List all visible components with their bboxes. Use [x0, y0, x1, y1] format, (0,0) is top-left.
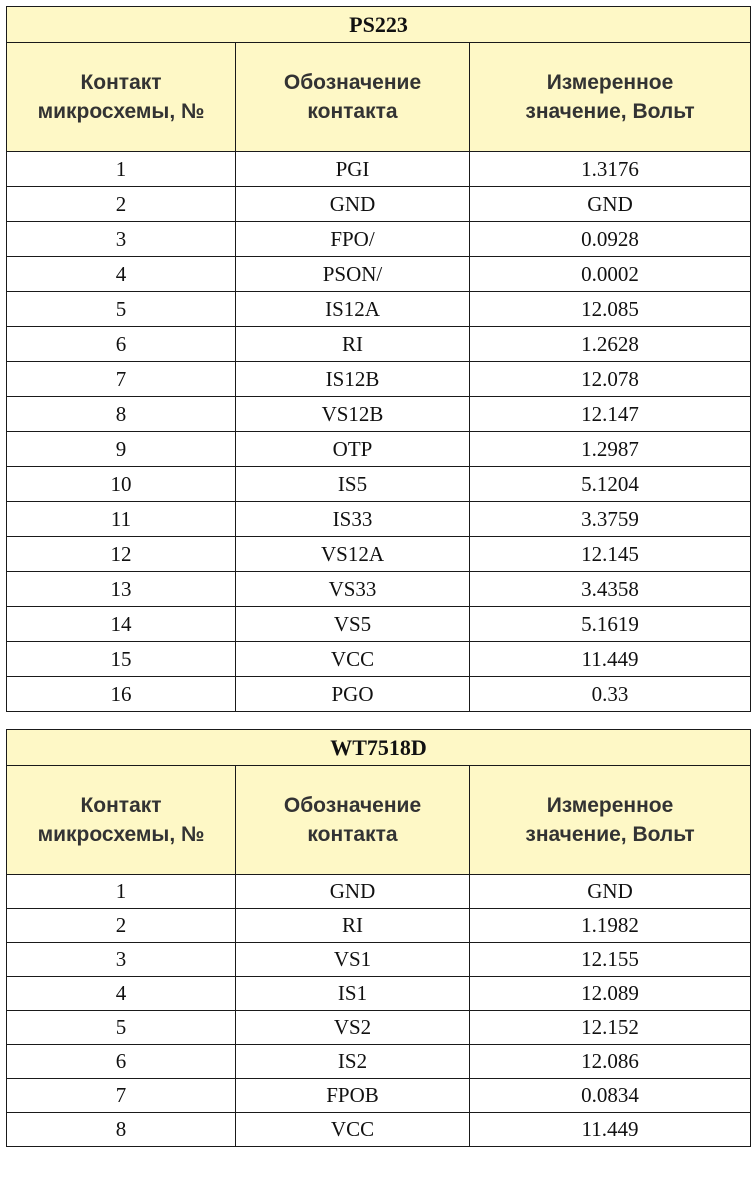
- table-title: PS223: [7, 7, 751, 43]
- cell-pin-name: GND: [236, 187, 470, 222]
- cell-measured-value: 1.2987: [470, 432, 751, 467]
- cell-pin-number: 10: [7, 467, 236, 502]
- cell-pin-number: 4: [7, 257, 236, 292]
- cell-measured-value: 3.3759: [470, 502, 751, 537]
- cell-pin-name: IS1: [236, 977, 470, 1011]
- cell-pin-number: 2: [7, 187, 236, 222]
- cell-pin-name: OTP: [236, 432, 470, 467]
- cell-pin-name: GND: [236, 875, 470, 909]
- cell-pin-name: VS12B: [236, 397, 470, 432]
- table-row: [7, 1079, 751, 1113]
- table-row: [7, 677, 751, 712]
- cell-pin-name: VS33: [236, 572, 470, 607]
- cell-pin-number: 1: [7, 875, 236, 909]
- cell-measured-value: 1.3176: [470, 152, 751, 187]
- cell-pin-name: PGO: [236, 677, 470, 712]
- table-row: [7, 1113, 751, 1147]
- cell-pin-number: 5: [7, 1011, 236, 1045]
- cell-pin-name: VS1: [236, 943, 470, 977]
- cell-pin-name: FPO/: [236, 222, 470, 257]
- cell-measured-value: 12.147: [470, 397, 751, 432]
- cell-pin-name: VS12A: [236, 537, 470, 572]
- table-row: [7, 875, 751, 909]
- cell-pin-number: 6: [7, 327, 236, 362]
- cell-pin-number: 4: [7, 977, 236, 1011]
- column-header-pin-name: Обозначение контакта: [236, 43, 470, 152]
- table-row: [7, 467, 751, 502]
- cell-pin-name: IS12B: [236, 362, 470, 397]
- table-row: [7, 292, 751, 327]
- cell-pin-number: 7: [7, 1079, 236, 1113]
- table-row: [7, 607, 751, 642]
- cell-pin-number: 6: [7, 1045, 236, 1079]
- cell-pin-name: IS2: [236, 1045, 470, 1079]
- cell-pin-number: 7: [7, 362, 236, 397]
- table-row: [7, 257, 751, 292]
- cell-pin-name: IS12A: [236, 292, 470, 327]
- cell-pin-number: 11: [7, 502, 236, 537]
- table-row: [7, 642, 751, 677]
- cell-pin-number: 2: [7, 909, 236, 943]
- cell-measured-value: 5.1619: [470, 607, 751, 642]
- cell-pin-name: IS5: [236, 467, 470, 502]
- column-header-pin-number: Контакт микросхемы, №: [7, 766, 236, 875]
- column-header-measured-value: Измеренное значение, Вольт: [470, 766, 751, 875]
- cell-measured-value: 12.155: [470, 943, 751, 977]
- cell-measured-value: 11.449: [470, 1113, 751, 1147]
- cell-pin-name: VS2: [236, 1011, 470, 1045]
- table-body: [7, 875, 751, 1147]
- cell-measured-value: 12.145: [470, 537, 751, 572]
- cell-pin-number: 15: [7, 642, 236, 677]
- table-row: [7, 432, 751, 467]
- table-title: WT7518D: [7, 730, 751, 766]
- cell-measured-value: 0.0834: [470, 1079, 751, 1113]
- cell-pin-number: 8: [7, 397, 236, 432]
- cell-measured-value: 11.449: [470, 642, 751, 677]
- cell-pin-number: 3: [7, 222, 236, 257]
- cell-measured-value: 1.2628: [470, 327, 751, 362]
- column-header-measured-value: Измеренное значение, Вольт: [470, 43, 751, 152]
- cell-measured-value: 0.0002: [470, 257, 751, 292]
- cell-pin-number: 8: [7, 1113, 236, 1147]
- column-header-pin-number: Контакт микросхемы, №: [7, 43, 236, 152]
- table-row: [7, 397, 751, 432]
- table-row: [7, 572, 751, 607]
- cell-pin-name: IS33: [236, 502, 470, 537]
- cell-pin-number: 1: [7, 152, 236, 187]
- table-row: [7, 327, 751, 362]
- table-row: [7, 977, 751, 1011]
- cell-measured-value: 3.4358: [470, 572, 751, 607]
- cell-pin-name: PGI: [236, 152, 470, 187]
- cell-measured-value: 0.0928: [470, 222, 751, 257]
- cell-measured-value: 1.1982: [470, 909, 751, 943]
- table-row: [7, 537, 751, 572]
- cell-measured-value: GND: [470, 187, 751, 222]
- cell-pin-name: RI: [236, 327, 470, 362]
- table-row: [7, 502, 751, 537]
- cell-pin-number: 13: [7, 572, 236, 607]
- cell-measured-value: 12.086: [470, 1045, 751, 1079]
- cell-measured-value: 12.078: [470, 362, 751, 397]
- cell-measured-value: 5.1204: [470, 467, 751, 502]
- cell-pin-number: 14: [7, 607, 236, 642]
- table-body: [7, 152, 751, 712]
- ps223-table: [6, 6, 751, 712]
- cell-measured-value: 12.152: [470, 1011, 751, 1045]
- cell-pin-number: 3: [7, 943, 236, 977]
- cell-pin-name: VS5: [236, 607, 470, 642]
- wt7518d-table: [6, 729, 751, 1147]
- table-row: [7, 1011, 751, 1045]
- cell-pin-name: FPOB: [236, 1079, 470, 1113]
- table-row: [7, 362, 751, 397]
- table-row: [7, 152, 751, 187]
- cell-pin-name: VCC: [236, 642, 470, 677]
- table-row: [7, 187, 751, 222]
- cell-measured-value: 12.089: [470, 977, 751, 1011]
- table-row: [7, 909, 751, 943]
- cell-pin-number: 5: [7, 292, 236, 327]
- cell-pin-number: 9: [7, 432, 236, 467]
- cell-measured-value: 12.085: [470, 292, 751, 327]
- cell-pin-name: RI: [236, 909, 470, 943]
- table-row: [7, 222, 751, 257]
- cell-measured-value: GND: [470, 875, 751, 909]
- table-row: [7, 1045, 751, 1079]
- cell-pin-name: VCC: [236, 1113, 470, 1147]
- table-row: [7, 943, 751, 977]
- cell-pin-number: 16: [7, 677, 236, 712]
- cell-pin-number: 12: [7, 537, 236, 572]
- cell-pin-name: PSON/: [236, 257, 470, 292]
- cell-measured-value: 0.33: [470, 677, 751, 712]
- column-header-pin-name: Обозначение контакта: [236, 766, 470, 875]
